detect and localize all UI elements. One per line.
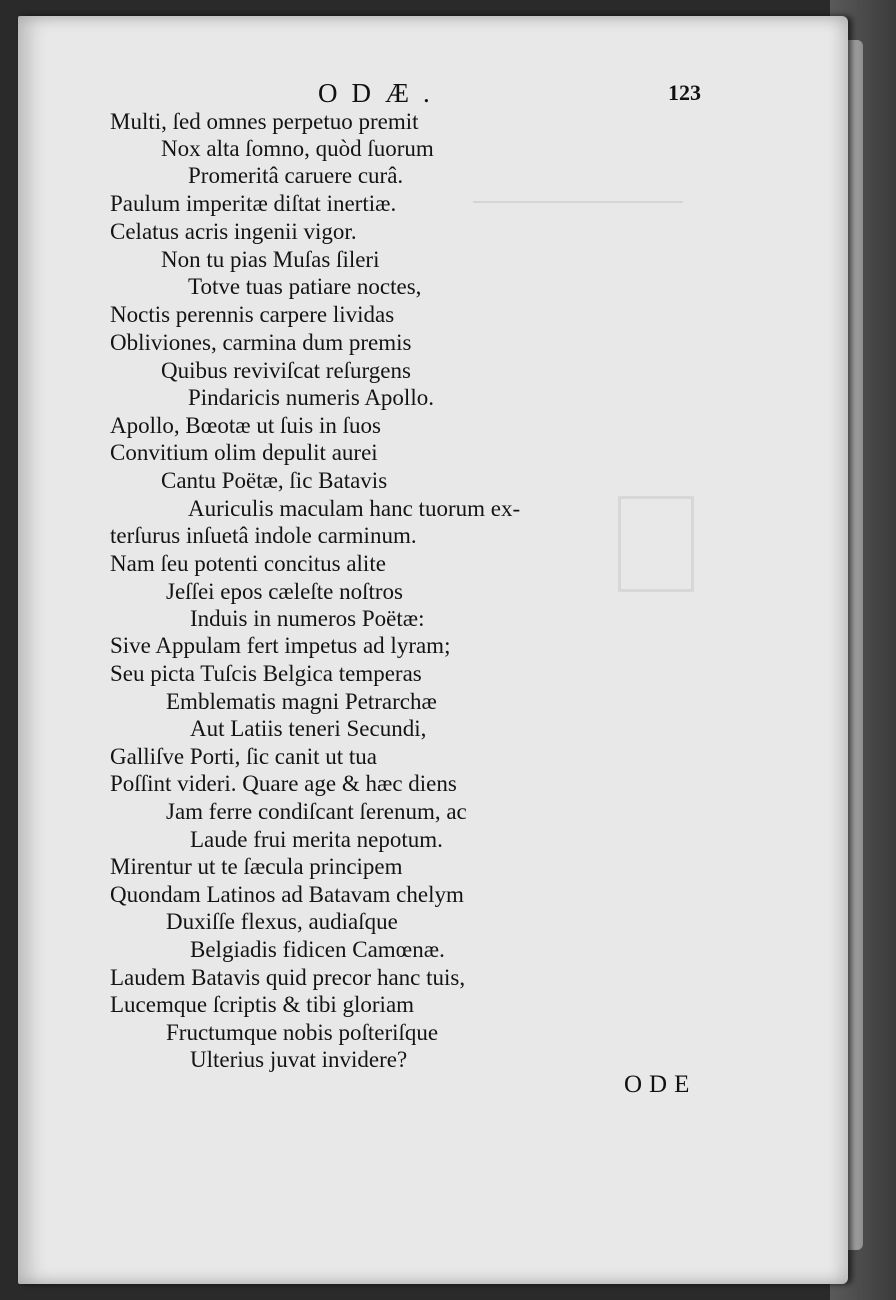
running-title: ODÆ. [318, 78, 444, 108]
poem-line: Ulterius juvat invidere? [190, 1047, 408, 1072]
poem-line: Jeſſei epos cæleſte noſtros [166, 579, 403, 604]
poem-line: Laudem Batavis quid precor hanc tuis, [110, 965, 466, 990]
poem-line: Quondam Latinos ad Batavam chelym [110, 882, 464, 907]
poem-line: Cantu Poëtæ, ſic Batavis [161, 468, 388, 493]
show-through-ornament [473, 141, 683, 203]
poem-line: terſurus inſuetâ indole carminum. [110, 523, 417, 548]
poem-line: Nam ſeu potenti concitus alite [110, 551, 386, 576]
poem-line: Sive Appulam fert impetus ad lyram; [110, 633, 451, 658]
poem-line: Induis in numeros Poëtæ: [190, 606, 425, 631]
poem-line: Laude frui merita nepotum. [190, 827, 443, 852]
poem-line: Celatus acris ingenii vigor. [110, 219, 357, 244]
poem-line: Duxiſſe flexus, audiaſque [166, 909, 398, 934]
poem-line: Paulum imperitæ diſtat inertiæ. [110, 191, 397, 216]
show-through-initial [618, 496, 694, 592]
poem-line: Jam ferre condiſcant ſerenum, ac [166, 799, 467, 824]
poem-line: Pindaricis numeris Apollo. [188, 385, 434, 410]
poem-line: Convitium olim depulit aurei [110, 440, 378, 465]
poem-line: Non tu pias Muſas ſileri [161, 247, 380, 272]
book-page [18, 16, 848, 1284]
poem-line: Quibus reviviſcat reſurgens [161, 358, 411, 383]
poem-line: Fructumque nobis poſteriſque [166, 1020, 439, 1045]
poem-line: Multi, ſed omnes perpetuo premit [110, 109, 419, 134]
poem-line: Mirentur ut te ſæcula principem [110, 854, 403, 879]
page-number: 123 [668, 80, 701, 105]
poem-line: Nox alta ſomno, quòd ſuorum [161, 136, 434, 161]
poem-line: Obliviones, carmina dum premis [110, 330, 412, 355]
poem-line: Belgiadis fidicen Camœnæ. [190, 937, 445, 962]
poem-line: Seu picta Tuſcis Belgica temperas [110, 661, 422, 686]
poem-line: Apollo, Bœotæ ut ſuis in ſuos [110, 413, 381, 438]
poem-line: Emblematis magni Petrarchæ [166, 689, 437, 714]
poem-line: Galliſve Porti, ſic canit ut tua [110, 744, 377, 769]
poem-line: Totve tuas patiare noctes, [188, 274, 422, 299]
poem-line: Promeritâ caruere curâ. [188, 163, 404, 188]
poem-line: Auriculis maculam hanc tuorum ex- [188, 496, 521, 521]
poem-line: Poſſint videri. Quare age & hæc diens [110, 771, 457, 796]
poem-line: Lucemque ſcriptis & tibi gloriam [110, 992, 415, 1017]
catchword: ODE [624, 1071, 697, 1098]
poem-line: Noctis perennis carpere lividas [110, 302, 395, 327]
poem-line: Aut Latiis teneri Secundi, [190, 716, 427, 741]
